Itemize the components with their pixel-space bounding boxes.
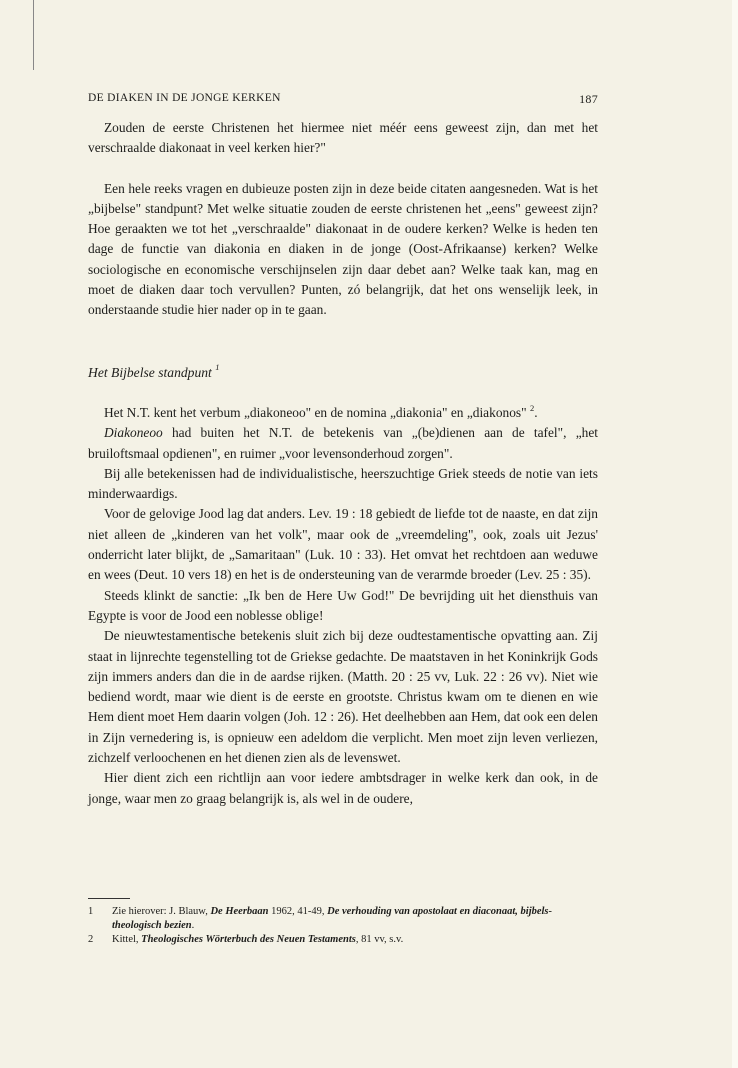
footnote-title: De verhouding van apostolaat en diaconaat, bijbels-theologisch bezien xyxy=(112,906,553,931)
footnote-text xyxy=(112,905,598,932)
footnote-prefix: Zie hierover: J. Blauw, xyxy=(112,906,211,917)
paragraph-diakoneoo xyxy=(88,423,598,464)
paragraph-greek: Bij alle betekenissen had de individualistische, heerszuchtige Griek steeds de notie van iets minderwaardigs. xyxy=(88,465,598,502)
paragraph-nt-terms xyxy=(88,403,598,423)
footnote-prefix: Kittel, xyxy=(112,934,142,945)
footnote-ref-2: 2 xyxy=(529,402,535,413)
running-title: DE DIAKEN IN DE JONGE KERKEN xyxy=(88,92,281,104)
section-heading-text: Het Bijbelse standpunt xyxy=(88,364,212,380)
footnote-title: De Heerbaan xyxy=(210,906,269,917)
body-text xyxy=(88,118,598,809)
footnotes xyxy=(88,898,598,948)
scan-margin-line xyxy=(33,0,34,70)
paragraph-nt-meaning: De nieuwtestamentische betekenis sluit zich bij deze oudtestamentische opvatting aan. Zij staat in lijnrechte tegenstelling tot de Griekse gedachte. De maatstaven in het Koninkrijk Gods zijn immers anders dan die in de aardse rijken. (Matth. 20 : 25 vv, Luk. 22 : 26 vv). Niet wie bediend wordt, maar wie dient is de eerste en grootste. Christus kwam om te dienen en wie Hem dient moet Hem daarin volgen (Joh. 12 : 26). Het deelhebben aan Hem, dat ook een delen in Zijn vernedering is, is opnieuw een adeldom die verplicht. Men moet zijn leven verliezen, zichzelf verloochenen en het dienen zien als de levenswet. xyxy=(88,628,598,766)
footnote-suffix: . xyxy=(191,919,195,931)
diakoneoo-text: had buiten het N.T. de betekenis van „(be)dienen aan de tafel", „het bruiloftsmaal opdienen", en ruimer „voor levensonderhoud zorgen". xyxy=(88,425,598,461)
paragraph-guideline: Hier dient zich een richtlijn aan voor iedere ambtsdrager in welke kerk dan ook, in de jonge, waar men zo graag belangrijk is, als wel in de oudere, xyxy=(88,770,598,806)
paragraph-jew: Voor de gelovige Jood lag dat anders. Lev. 19 : 18 gebiedt de liefde tot de naaste, en dat zijn niet alleen de „kinderen van het volk", maar ook de „vreemdeling", ook, zoals uit Jezus' onderricht later blijkt, de „Samaritaan" (Luk. 10 : 33). Het omvat het rechtdoen aan weduwe en wees (Deut. 10 vers 18) en het is de ondersteuning van de verarmde broeder (Lev. 25 : 35). xyxy=(88,506,598,583)
paragraph-continuation: Zouden de eerste Christenen het hiermee niet méér eens geweest zijn, dan met het verschraalde diakonaat in veel kerken hier?" xyxy=(88,120,598,156)
paragraph-sanction: Steeds klinkt de sanctie: „Ik ben de Here Uw God!" De bevrijding uit het diensthuis van Egypte is voor de Jood een noblesse oblige! xyxy=(88,587,598,623)
page-number: 187 xyxy=(579,92,598,106)
term-diakoneoo: Diakoneoo xyxy=(104,425,163,441)
footnote-text xyxy=(112,933,598,947)
footnote-number: 1 xyxy=(88,906,94,917)
paragraph-questions: Een hele reeks vragen en dubieuze posten zijn in deze beide citaten aangesneden. Wat is het „bijbelse" standpunt? Met welke situatie zouden de eerste christenen het „eens" geweest zijn? Hoe geraakten we tot het „verschraalde" diakonaat in de oudere kerken? Welke is heden ten dage de functie van diakonia en diaken in de jonge (Oost-Afrikaanse) kerken? Welke sociologische en economische verschijnselen zijn daar debet aan? Welke taak kan, mag en moet de diaken daar toch vervullen? Punten, zó belangrijk, dat het ons wenselijk leek, in onderstaande studie hier nader op in te gaan. xyxy=(88,180,598,318)
footnote-2 xyxy=(88,933,598,947)
footnote-1 xyxy=(88,905,598,932)
page-edge xyxy=(732,0,738,1068)
footnote-title: Theologisches Wörterbuch des Neuen Testaments xyxy=(141,934,356,945)
footnote-ref-1: 1 xyxy=(215,362,220,373)
section-heading xyxy=(88,363,598,383)
footnote-number: 2 xyxy=(88,934,94,945)
nt-terms-end: . xyxy=(534,404,538,420)
nt-terms-text: Het N.T. kent het verbum „diakoneoo" en de nomina „diakonia" en „diakonos" xyxy=(104,404,527,420)
footnote-middle: 1962, 41-49, xyxy=(268,906,328,917)
footnote-divider xyxy=(88,898,130,899)
footnote-suffix: , 81 vv, s.v. xyxy=(355,934,404,945)
